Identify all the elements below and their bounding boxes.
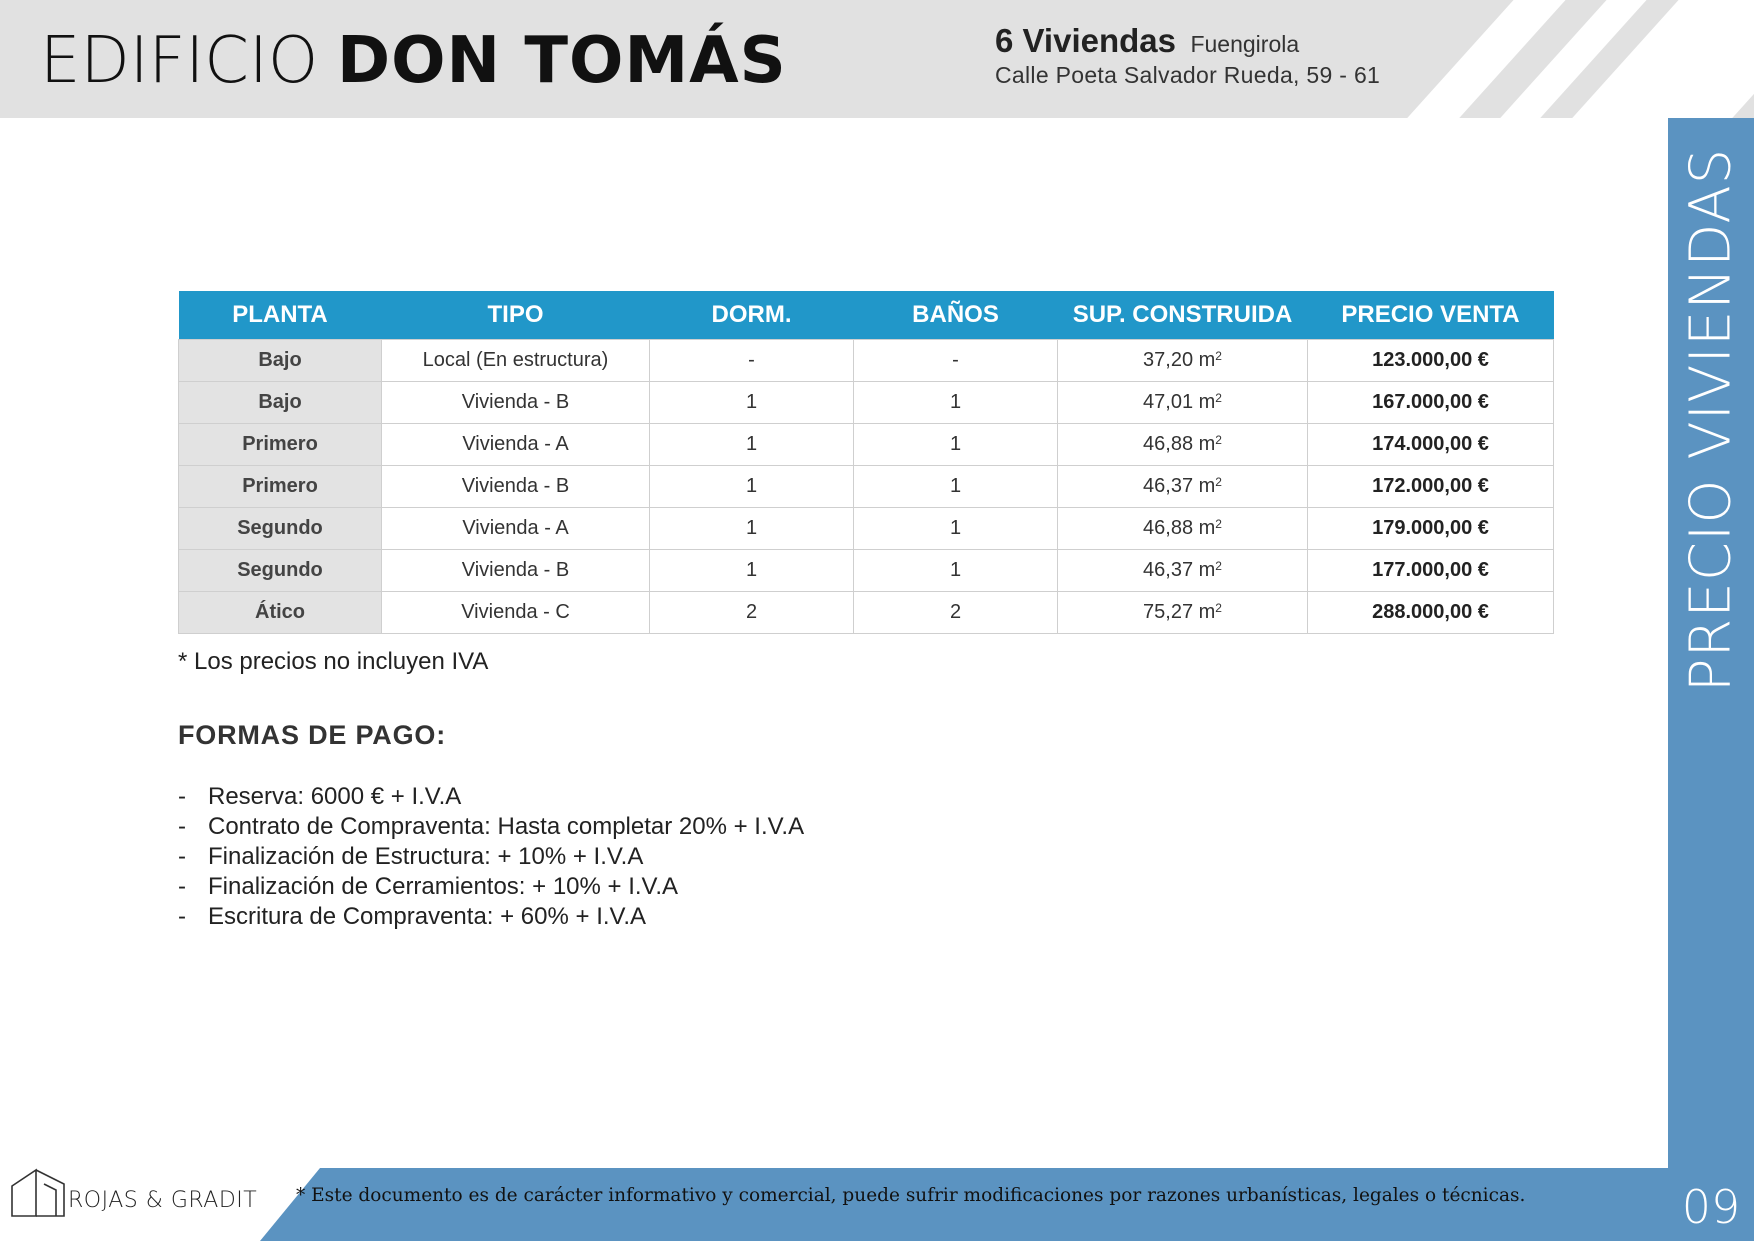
payment-item: Reserva: 6000 € + I.V.A: [208, 783, 462, 810]
page-number: 09: [1681, 1180, 1741, 1234]
bullet-dash: -: [178, 843, 186, 870]
cell-banos: 1: [854, 550, 1058, 592]
cell-banos: 1: [854, 466, 1058, 508]
project-summary: [995, 22, 1299, 60]
area-exponent: 2: [1215, 517, 1222, 531]
table-row: [179, 592, 1554, 634]
bullet-dash: -: [178, 813, 186, 840]
area-exponent: 2: [1215, 433, 1222, 447]
area-value: 37,20 m: [1143, 349, 1216, 371]
cell-banos: -: [854, 340, 1058, 382]
payment-item: Finalización de Cerramientos: + 10% + I.V.A: [208, 873, 679, 900]
cell-precio: 288.000,00 €: [1308, 592, 1554, 634]
cell-tipo: Vivienda - A: [382, 424, 650, 466]
payment-item: Contrato de Compraventa: Hasta completar 20% + I.V.A: [208, 813, 805, 840]
area-value: 46,37 m: [1143, 559, 1216, 581]
area-exponent: 2: [1215, 559, 1222, 573]
vat-note: * Los precios no incluyen IVA: [178, 648, 489, 675]
footer-disclaimer: * Este documento es de carácter informativo y comercial, puede sufrir modificaciones por razones urbanísticas, legales o técnicas.: [296, 1185, 1526, 1206]
cell-banos: 1: [854, 508, 1058, 550]
company-logo-icon: [8, 1166, 68, 1218]
cell-tipo: Vivienda - C: [382, 592, 650, 634]
table-row: [179, 340, 1554, 382]
cell-dorm: 1: [650, 508, 854, 550]
cell-precio: 177.000,00 €: [1308, 550, 1554, 592]
city-name: Fuengirola: [1190, 31, 1300, 57]
column-header: DORM.: [650, 291, 854, 340]
column-header: PRECIO VENTA: [1308, 291, 1554, 340]
cell-precio: 174.000,00 €: [1308, 424, 1554, 466]
cell-sup: [1058, 550, 1308, 592]
cell-sup: [1058, 592, 1308, 634]
area-exponent: 2: [1215, 391, 1222, 405]
cell-tipo: Local (En estructura): [382, 340, 650, 382]
cell-dorm: -: [650, 340, 854, 382]
building-title: [40, 20, 787, 101]
area-exponent: 2: [1215, 475, 1222, 489]
area-value: 75,27 m: [1143, 601, 1216, 623]
cell-planta: Segundo: [179, 550, 382, 592]
list-item: [178, 782, 804, 812]
cell-dorm: 1: [650, 382, 854, 424]
area-value: 47,01 m: [1143, 391, 1216, 413]
payment-item: Escritura de Compraventa: + 60% + I.V.A: [208, 903, 647, 930]
cell-banos: 1: [854, 382, 1058, 424]
title-bold: DON TOMÁS: [337, 24, 787, 98]
cell-dorm: 1: [650, 550, 854, 592]
area-exponent: 2: [1215, 601, 1222, 615]
cell-tipo: Vivienda - B: [382, 382, 650, 424]
cell-tipo: Vivienda - A: [382, 508, 650, 550]
company-name: ROJAS & GRADIT: [68, 1188, 258, 1213]
column-header: PLANTA: [179, 291, 382, 340]
area-value: 46,88 m: [1143, 517, 1216, 539]
column-header: SUP. CONSTRUIDA: [1058, 291, 1308, 340]
cell-tipo: Vivienda - B: [382, 466, 650, 508]
table-header-row: [179, 291, 1554, 340]
cell-sup: [1058, 424, 1308, 466]
cell-sup: [1058, 340, 1308, 382]
cell-sup: [1058, 382, 1308, 424]
title-light: EDIFICIO: [40, 24, 319, 98]
column-header: TIPO: [382, 291, 650, 340]
cell-banos: 2: [854, 592, 1058, 634]
cell-sup: [1058, 508, 1308, 550]
list-item: [178, 842, 804, 872]
table-row: [179, 508, 1554, 550]
payment-list: [178, 782, 804, 932]
cell-planta: Ático: [179, 592, 382, 634]
list-item: [178, 812, 804, 842]
cell-planta: Primero: [179, 466, 382, 508]
cell-sup: [1058, 466, 1308, 508]
units-count: 6 Viviendas: [995, 22, 1177, 59]
cell-dorm: 1: [650, 466, 854, 508]
table-row: [179, 382, 1554, 424]
column-header: BAÑOS: [854, 291, 1058, 340]
bullet-dash: -: [178, 783, 186, 810]
address: Calle Poeta Salvador Rueda, 59 - 61: [995, 62, 1381, 88]
bullet-dash: -: [178, 903, 186, 930]
cell-precio: 179.000,00 €: [1308, 508, 1554, 550]
cell-dorm: 2: [650, 592, 854, 634]
price-table: [178, 291, 1554, 634]
section-title: PRECIO VIVIENDAS: [1678, 147, 1744, 693]
payment-title: FORMAS DE PAGO:: [178, 720, 446, 750]
cell-planta: Segundo: [179, 508, 382, 550]
cell-tipo: Vivienda - B: [382, 550, 650, 592]
cell-precio: 123.000,00 €: [1308, 340, 1554, 382]
cell-dorm: 1: [650, 424, 854, 466]
cell-planta: Bajo: [179, 382, 382, 424]
cell-precio: 172.000,00 €: [1308, 466, 1554, 508]
list-item: [178, 872, 804, 902]
area-exponent: 2: [1215, 349, 1222, 363]
bullet-dash: -: [178, 873, 186, 900]
cell-precio: 167.000,00 €: [1308, 382, 1554, 424]
list-item: [178, 902, 804, 932]
table-row: [179, 424, 1554, 466]
table-row: [179, 466, 1554, 508]
cell-planta: Primero: [179, 424, 382, 466]
payment-item: Finalización de Estructura: + 10% + I.V.A: [208, 843, 644, 870]
table-row: [179, 550, 1554, 592]
cell-planta: Bajo: [179, 340, 382, 382]
area-value: 46,88 m: [1143, 433, 1216, 455]
area-value: 46,37 m: [1143, 475, 1216, 497]
cell-banos: 1: [854, 424, 1058, 466]
